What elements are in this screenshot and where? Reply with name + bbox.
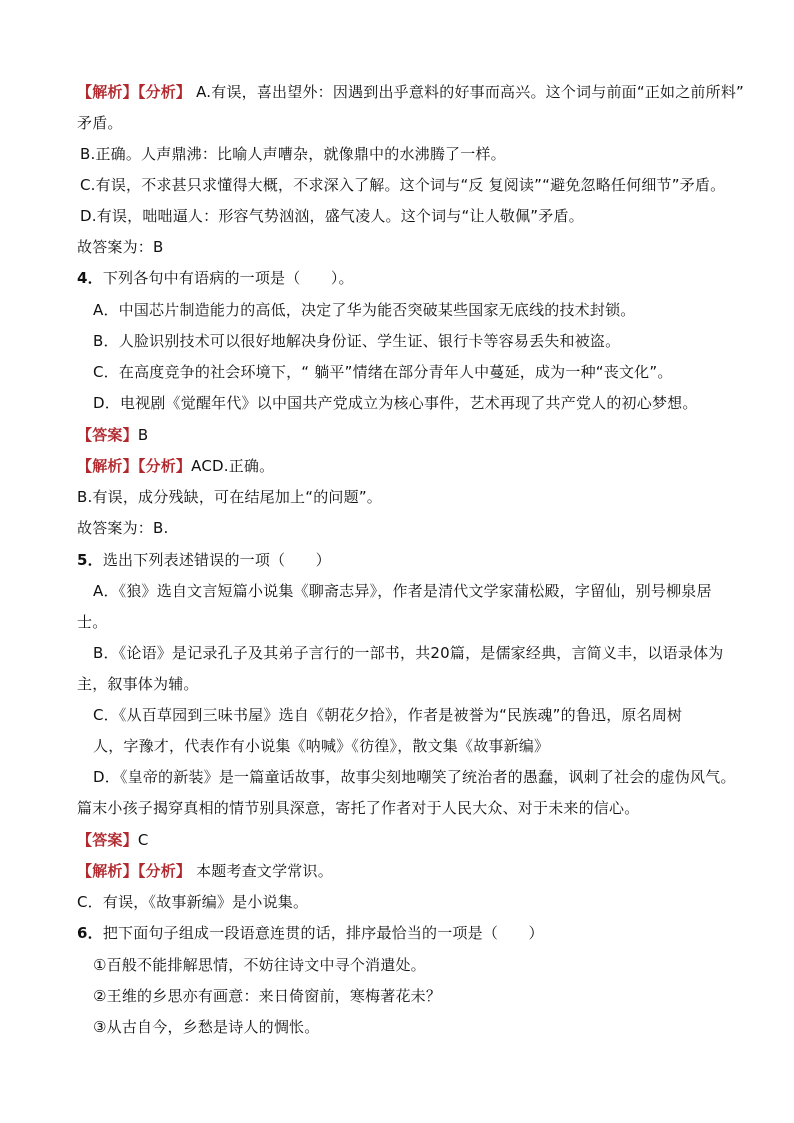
analysis-tag: 【解析】 (77, 862, 138, 880)
question-6-text: 把下面句子组成一段语意连贯的话，排序最恰当的一项是（ ） (102, 924, 544, 942)
analysis-text: 本题考查文学常识。 (191, 862, 333, 880)
question-4-option-b: B．人脸识别技术可以很好地解决身份证、学生证、银行卡等容易丢失和被盗。 (93, 332, 621, 350)
analysis-subtag: 【分析】 (137, 457, 192, 475)
question-5-stem (77, 550, 331, 570)
question-number: 4． (77, 269, 103, 287)
question-5-analysis-2: C．有误，《故事新编》是小说集。 (77, 893, 309, 911)
question-4-analysis (77, 456, 274, 476)
question-5-option-b-line1: B．《论语》是记录孔子及其弟子言行的一部书，共20篇，是儒家经典，言简义丰，以语录体为 (93, 644, 724, 662)
question-5-option-a-line2: 士。 (77, 613, 108, 631)
question-6-stem (77, 923, 544, 943)
question-5-option-a-line1: A．《狼》选自文言短篇小说集《聊斋志异》，作者是清代文学家蒲松殿，字留仙，别号柳泉居 (93, 582, 712, 600)
question-5-analysis (77, 861, 333, 881)
question-6-sentence-3: ③从古自今，乡愁是诗人的惆怅。 (93, 1018, 320, 1036)
question-4-analysis-2: B.有误，成分残缺，可在结尾加上“的问题”。 (77, 488, 383, 506)
question-5-option-c-line1: C．《从百草园到三味书屋》选自《朝花夕拾》，作者是被誉为“民族魂”的鲁迅，原名周树 (93, 706, 683, 724)
analysis-subtag: 【分析】 (137, 862, 192, 880)
answer-tag: 【答案】 (77, 831, 138, 849)
analysis-tag: 【解析】 (77, 457, 138, 475)
question-4-conclusion: 故答案为：B. (77, 519, 169, 537)
analysis-3-line-a (77, 82, 744, 102)
analysis-3-line-a2: 矛盾。 (77, 114, 123, 132)
answer-tag: 【答案】 (77, 426, 138, 444)
question-5-option-d-line2: 篇末小孩子揭穿真相的情节别具深意，寄托了作者对于人民大众、对于未来的信心。 (77, 799, 640, 817)
answer-value: C (137, 831, 149, 849)
question-5-answer (77, 830, 149, 850)
analysis-text: ACD.正确。 (191, 457, 275, 475)
analysis-3-conclusion: 故答案为：B (77, 238, 164, 256)
question-6-sentence-1: ①百般不能排解思情，不妨往诗文中寻个消遣处。 (93, 956, 426, 974)
analysis-3-line-b: B.正确。人声鼎沸：比喻人声嘈杂，就像鼎中的水沸腾了一样。 (80, 145, 506, 163)
question-6-sentence-2: ②王维的乡思亦有画意：来日倚窗前，寒梅著花未？ (93, 987, 442, 1005)
question-5-option-b-line2: 主，叙事体为辅。 (77, 675, 199, 693)
question-4-answer (77, 425, 148, 445)
question-5-option-d-line1: D．《皇帝的新装》是一篇童话故事，故事尖刻地嘲笑了统治者的愚蠢，讽刺了社会的虚伪风气。 (93, 768, 736, 786)
question-4-stem (77, 268, 354, 288)
answer-value: B (137, 426, 149, 444)
analysis-3-line-d: D.有误，咄咄逼人：形容气势汹汹，盛气凌人。这个词与“让人敬佩”矛盾。 (80, 207, 584, 225)
question-number: 6． (77, 924, 103, 942)
analysis-tag: 【解析】 (77, 83, 138, 101)
question-4-option-a: A．中国芯片制造能力的高低，决定了华为能否突破某些国家无底线的技术封锁。 (93, 301, 636, 319)
question-4-option-d: D．电视剧《觉醒年代》以中国共产党成立为核心事件，艺术再现了共产党人的初心梦想。 (93, 394, 698, 412)
question-4-option-c: C．在高度竞争的社会环境下，“ 躺平”情绪在部分青年人中蔓延，成为一种“丧文化”。 (93, 363, 673, 381)
analysis-3-a-text: A.有误，喜出望外：因遇到出乎意料的好事而高兴。这个词与前面“正如之前所料” (191, 83, 745, 101)
analysis-3-line-c: C.有误，不求甚只求懂得大概，不求深入了解。这个词与“反 复阅读”“避免忽略任何细节”矛盾。 (80, 176, 726, 194)
question-4-text: 下列各句中有语病的一项是（ ）。 (102, 269, 354, 287)
question-5-text: 选出下列表述错误的一项（ ） (102, 551, 331, 569)
question-5-option-c-line2: 人，字豫才，代表作有小说集《呐喊》《彷徨》，散文集《故事新编》 (93, 737, 550, 755)
analysis-subtag: 【分析】 (137, 83, 192, 101)
question-number: 5． (77, 551, 103, 569)
